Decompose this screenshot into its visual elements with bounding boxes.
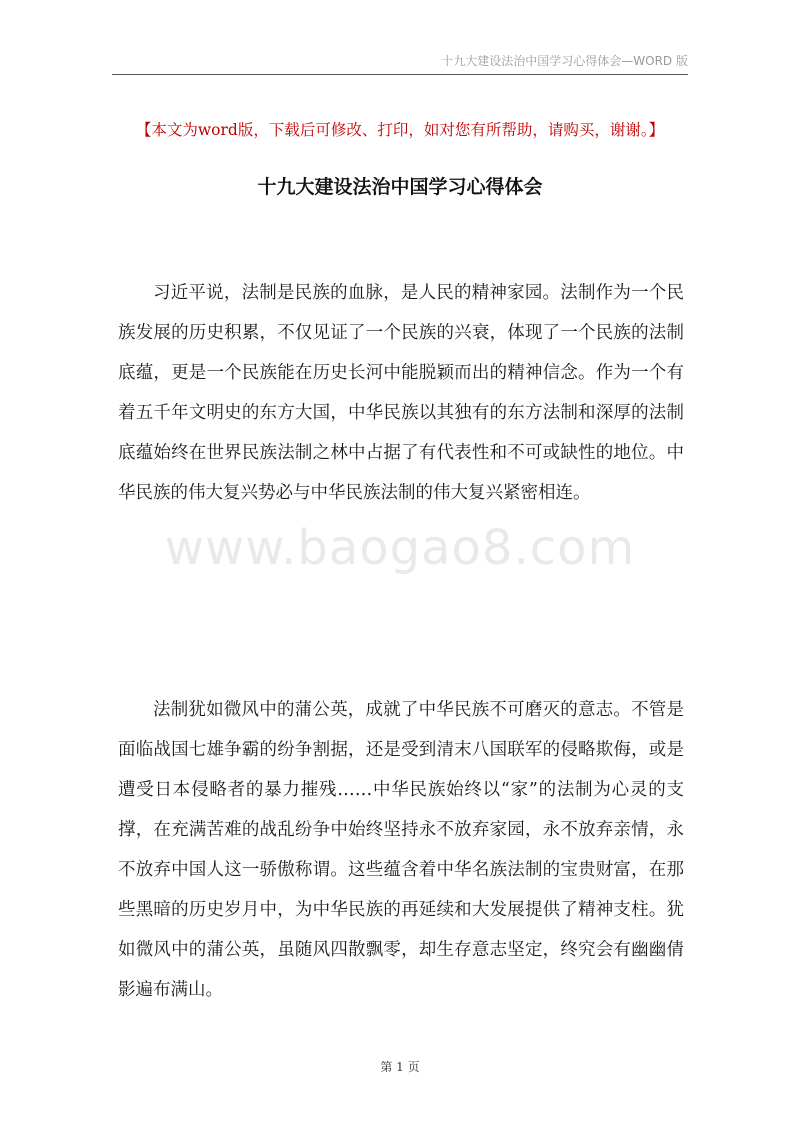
purchase-notice: 【本文为word版，下载后可修改、打印，如对您有所帮助，请购买，谢谢。】 (135, 121, 665, 139)
paragraph-2: 法制犹如微风中的蒲公英，成就了中华民族不可磨灭的意志。不管是面临战国七雄争霸的纷争割据，还是受到清末八国联军的侵略欺侮，或是遭受日本侵略者的暴力摧残……中华民族始终以“家”的法制为心灵的支撑，在充满苦难的战乱纷争中始终坚持永不放弃家园，永不放弃亲情，永不放弃中国人这一骄傲称谓。这些蕴含着中华名族法制的宝贵财富，在那些黑暗的历史岁月中，为中华民族的再延续和大发展提供了精神支柱。犹如微风中的蒲公英，虽随风四散飘零，却生存意志坚定，终究会有幽幽倩影遍布满山。 (118, 700, 684, 1000)
page-number: 第 1 页 (380, 1060, 420, 1074)
running-header: 十九大建设法治中国学习心得体会—WORD 版 (441, 54, 688, 68)
document-title: 十九大建设法治中国学习心得体会 (257, 176, 543, 198)
paragraph-1: 习近平说，法制是民族的血脉，是人民的精神家园。法制作为一个民族发展的历史积累，不仅见证了一个民族的兴衰，体现了一个民族的法制底蕴，更是一个民族能在历史长河中能脱颖而出的精神信念。作为一个有着五千年文明史的东方大国，中华民族以其独有的东方法制和深厚的法制底蕴始终在世界民族法制之林中占据了有代表性和不可或缺性的地位。中华民族的伟大复兴势必与中华民族法制的伟大复兴紧密相连。 (118, 283, 684, 503)
watermark: www.baogao8.com (164, 520, 636, 576)
header-divider (112, 74, 688, 75)
